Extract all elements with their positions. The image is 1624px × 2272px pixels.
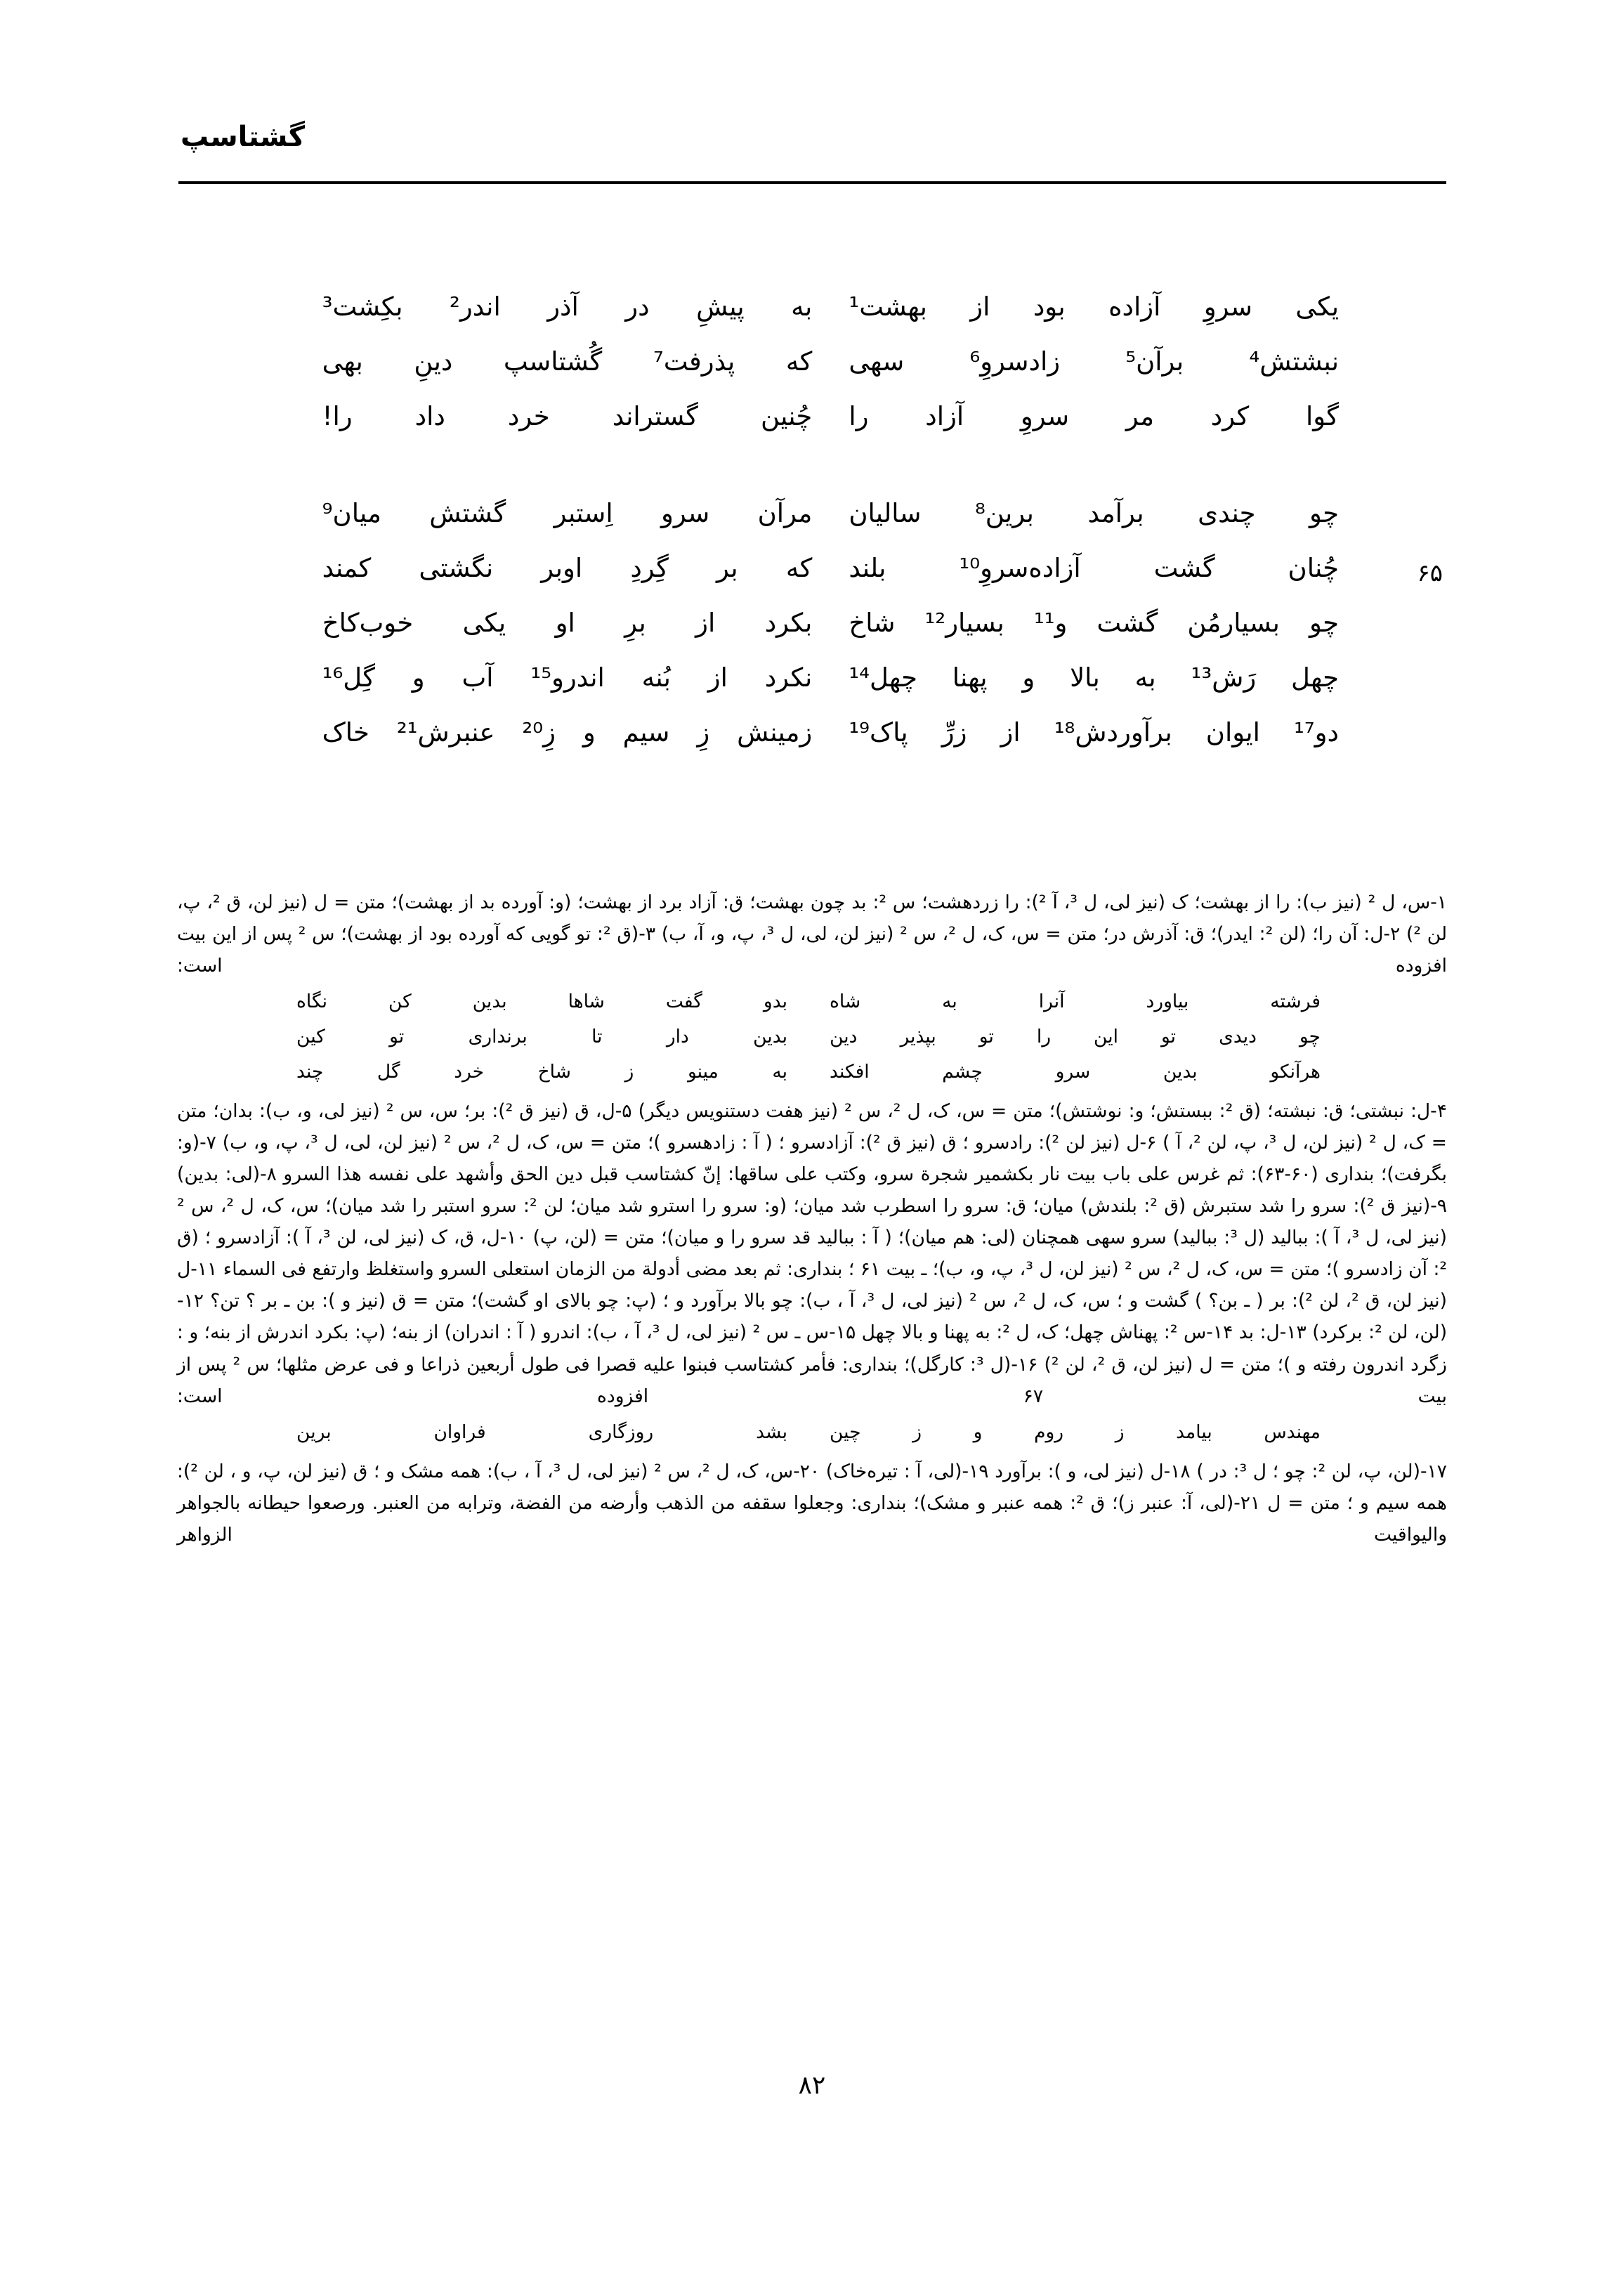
verse-word: تو xyxy=(389,1026,405,1048)
verse-group xyxy=(282,294,1357,458)
hemistich-right xyxy=(830,662,1357,693)
verse-word: خوب‌کاخ xyxy=(322,608,414,638)
verse-word: مینو xyxy=(687,1061,719,1083)
verse-word: یکی xyxy=(1295,292,1339,322)
verse-word: ز xyxy=(1115,1421,1125,1443)
verse-word: فرشته xyxy=(1270,991,1321,1013)
verse-word: شاه xyxy=(830,991,861,1013)
verse-word: تو xyxy=(1160,1026,1177,1048)
verse-word: روم xyxy=(1034,1421,1064,1443)
verse-word: شاخ xyxy=(537,1061,571,1083)
apparatus-note: ۱۷-(لن، پ، لن ²: چو ؛ ل ³: در ) ۱۸-ل (نیز لی، و ): برآورد ۱۹-(لی، آ : تیره‌خاک) ۲۰-س، ک، ل ²، س ² (نیز لی، ل ³، آ ، ب): همه مشک و ؛ ق (نیز لن، پ، و ، لن ²): همه سیم و ؛ متن = ل ۲۱-(لی، آ: عنبر ز)؛ ق ²: همه عنبر و مشک)؛ بنداری: وجعلوا سقفه من الذهب وأرضه من الفضة، وترابه من العنبر. ورصعوا حیطانه بالجواهر والیواقیت الزواهر xyxy=(177,1460,1447,1546)
hemistich-left xyxy=(304,662,831,693)
critical-apparatus xyxy=(177,887,1447,1550)
quoted-hemistich-left xyxy=(275,1021,808,1052)
verse-word: به xyxy=(772,1061,787,1083)
verse-word: برنداری xyxy=(468,1026,528,1048)
verse-word: پذرفت⁷ xyxy=(653,346,735,377)
verse-word: ز xyxy=(912,1421,922,1443)
verse-word: بُنه xyxy=(641,662,671,693)
verse-word: برآمد xyxy=(1087,498,1144,528)
verse-word: سروِ xyxy=(1020,401,1070,431)
verse-word: و xyxy=(582,717,596,747)
verse-word: بلند xyxy=(849,553,886,583)
quoted-verse-line xyxy=(177,1021,1447,1056)
verse-word: بود xyxy=(1033,292,1066,322)
verse-word: آذر xyxy=(547,292,579,322)
verse-word: آزاده‌سروِ¹⁰ xyxy=(959,553,1081,583)
verse-word: بدین xyxy=(753,1026,787,1048)
verse-word: پهنا xyxy=(952,662,988,693)
verse-word: نبشتش⁴ xyxy=(1249,346,1339,377)
verse-word: بدین xyxy=(472,991,507,1013)
verse-word: گل xyxy=(376,1061,400,1083)
running-head-title: گشتاسپ xyxy=(181,121,305,153)
verse-word: زمینش xyxy=(737,717,813,747)
verse-word: بپذیر xyxy=(900,1026,936,1048)
verse-word: چند xyxy=(296,1061,324,1083)
hemistich-right xyxy=(830,719,1357,745)
verse-word: به xyxy=(1134,662,1156,693)
verse-word: دیدی xyxy=(1219,1026,1257,1048)
verse-word: مهندس xyxy=(1264,1421,1321,1443)
verse-line xyxy=(282,719,1357,774)
verse-word: دو¹⁷ xyxy=(1293,717,1339,747)
verse-word: شاها xyxy=(568,991,605,1013)
hemistich-left xyxy=(304,294,831,320)
verse-word: عنبرش²¹ xyxy=(396,717,495,747)
verse-word: آنرا xyxy=(1038,991,1065,1013)
verse-line xyxy=(282,500,1357,555)
verse-word: بیاورد xyxy=(1146,991,1189,1013)
verse-word: برین xyxy=(296,1421,332,1443)
quoted-hemistich-right xyxy=(808,1056,1342,1088)
hemistich-left xyxy=(304,610,831,636)
verse-word: آزاده xyxy=(1108,292,1161,322)
verse-word: گشت xyxy=(1096,608,1158,638)
verse-line xyxy=(282,294,1357,348)
verse-word: چو xyxy=(1309,608,1339,638)
verse-word: چین xyxy=(830,1421,861,1443)
verse-word: برین⁸ xyxy=(974,498,1034,528)
apparatus-quoted-verse xyxy=(177,1416,1447,1451)
verse-word: سهی xyxy=(849,346,905,377)
quoted-hemistich-right xyxy=(808,1416,1342,1448)
verse-word: بشد xyxy=(756,1421,787,1443)
verse-word: چندی xyxy=(1198,498,1256,528)
hemistich-left xyxy=(304,346,831,377)
verse-word: سالیان xyxy=(849,498,922,528)
verse-line xyxy=(282,348,1357,403)
verse-word: چُنین xyxy=(760,401,813,431)
verse-word: دار xyxy=(666,1026,689,1048)
apparatus-quoted-verse xyxy=(177,986,1447,1091)
hemistich-left xyxy=(304,555,831,581)
verse-word: به xyxy=(791,292,813,322)
apparatus-note: ۴-ل: نبشتی؛ ق: نبشته؛ (ق ²: ببستش؛ و: نوشتش)؛ متن = س، ک، ل ²، س ² (نیز هفت دستنویس دیگر) ۵-ل، ق (نیز ق ²): بر؛ س، س ² (نیز لی، و، ب): بدان؛ متن = ک، ل ² (نیز لن، ل ³، پ، لن ²، آ ) ۶-ل (نیز لن ²): رادسرو ؛ ق (نیز ق ²): آزادسرو ؛ ( آ : زادهسرو )؛ متن = س، ک، ل ²، س ² (نیز لن، لی، ل ³، پ، و، ب) ۷-(و: بگرفت)؛ بنداری (۶۰-۶۳): ثم غرس علی باب بیت نار بکشمیر شجرة سرو، وكتب علی ساقها: إنّ كشتاسب قبل دین الحق وأشهد علی نفسه هذا السرو ۸-(لی: بدین) ۹-(نیز ق ²): سرو را شد ستبرش (ق ²: بلندش) میان؛ ق: سرو را اسطرب شد میان؛ (و: سرو را استرو شد میان؛ لن ²: سرو استبر را شد میان)؛ س، ک، ل ²، س ² (نیز لی، ل ³، آ ): ببالید (ل ³: ببالید) سرو سهی همچنان (لی: هم میان)؛ ( آ : ببالید قد سرو را و میان)؛ متن = (لن، پ) ۱۰-ل، ق، ک (نیز لی، لن ³، آ ): آزادسرو ؛ (ق ²: آن زادسرو )؛ متن = س، ک، ل ²، س ² (نیز لن، ل ³، پ، و، ب)؛ ـ بیت ۶۱ ؛ بنداری: ثم بعد مضی أدولة من الزمان استعلی السرو واستغلظ وارتفع فی السماء ۱۱-ل (نیز لن، ق ²، لن ²): بر ( ـ بن؟ ) گشت و ؛ س، ک، ل ²، س ² (نیز لی، ل ³، آ ، ب): چو بالا برآورد و ؛ (پ: چو بالای او گشت)؛ متن = ق (نیز و ): بن ـ بر ؟ تن؟ ۱۲-(لن، لن ²: برکرد) ۱۳-ل: بد ۱۴-س ²: پهناش چهل؛ ک، ل ²: به پهنا و بالا چهل ۱۵-س ـ س ² (نیز لی، ل ³، آ ، ب): اندرو ( آ : اندران) از بنه؛ (پ: بکرد اندرش از بنه؛ و : زگرد اندرون رفته و )؛ متن = ل (نیز لن، ق ²، لن ²) ۱۶-(ل ³: كارگل)؛ بنداری: فأمر كشتاسب فبنوا علیه قصرا فی طول أربعین ذراعا و فی عرض مثلها؛ س ² پس از بیت ۶۷ افزوده است: xyxy=(177,1100,1448,1407)
quoted-hemistich-left xyxy=(275,1056,808,1088)
verse-word: بیامد xyxy=(1176,1421,1212,1443)
verse-word: بسیار¹² xyxy=(924,608,1004,638)
verse-word: گِردِ xyxy=(630,553,669,583)
verse-body xyxy=(282,292,1443,774)
verse-word: اوبر xyxy=(541,553,583,583)
verse-word: اِستبر xyxy=(554,498,613,528)
quoted-hemistich-left xyxy=(275,1416,808,1448)
verse-word: برِ xyxy=(624,608,646,638)
verse-word: بسیارمُن xyxy=(1187,608,1280,638)
verse-word: خاک xyxy=(322,717,369,747)
verse-word: گُشتاسپ xyxy=(503,346,603,377)
verse-word: بدین xyxy=(1163,1061,1198,1083)
verse-word: در xyxy=(625,292,650,322)
hemistich-right xyxy=(830,294,1357,320)
verse-word: زرِّ xyxy=(941,717,967,747)
verse-word: را! xyxy=(322,401,353,431)
verse-word: گِل¹⁶ xyxy=(322,662,375,693)
verse-word: داد xyxy=(414,401,445,431)
verse-word: او xyxy=(555,608,575,638)
verse-word: به xyxy=(942,991,957,1013)
verse-word: کن xyxy=(388,991,412,1013)
verse-line-number: ۶۵ xyxy=(1417,559,1443,587)
verse-word: پاک¹⁹ xyxy=(849,717,908,747)
verse-word: بکِشت³ xyxy=(322,292,403,322)
verse-word: مر xyxy=(1125,401,1155,431)
verse-word: زِ²⁰ xyxy=(522,717,556,747)
verse-word: شاخ xyxy=(849,608,896,638)
quoted-verse-line xyxy=(177,1056,1447,1091)
verse-word: ایوان xyxy=(1205,717,1260,747)
verse-word: نکرد xyxy=(764,662,813,693)
verse-word: افکند xyxy=(830,1061,870,1083)
verse-word: رَش¹³ xyxy=(1191,662,1257,693)
verse-word: ز xyxy=(624,1061,634,1083)
verse-word: گشتش xyxy=(429,498,506,528)
verse-word: چو xyxy=(1309,498,1339,528)
verse-word: چهل xyxy=(1291,662,1339,693)
verse-word: آزاد xyxy=(925,401,964,431)
hemistich-right xyxy=(830,346,1357,377)
hemistich-right xyxy=(830,403,1357,429)
verse-word: برآوردش¹⁸ xyxy=(1054,717,1172,747)
verse-word: را xyxy=(1036,1026,1052,1048)
verse-line xyxy=(282,553,1443,610)
verse-word: دین xyxy=(830,1026,858,1048)
verse-word: که xyxy=(785,553,813,583)
hemistich-right xyxy=(830,555,1357,581)
verse-word: این xyxy=(1094,1026,1118,1048)
page-number: ۸۲ xyxy=(798,2071,826,2100)
verse-word: چو xyxy=(1299,1026,1321,1048)
verse-word: سرو xyxy=(660,498,710,528)
verse-word: از xyxy=(707,662,728,693)
verse-word: زادسروِ⁶ xyxy=(969,346,1061,377)
verse-word: گوا xyxy=(1305,401,1339,431)
hemistich-left xyxy=(304,719,831,745)
verse-word: روزگاری xyxy=(588,1421,654,1443)
verse-word: بهی xyxy=(322,346,363,377)
verse-word: آب xyxy=(461,662,494,693)
verse-word: تا xyxy=(591,1026,603,1048)
verse-word: پیشِ xyxy=(696,292,745,322)
verse-word: را xyxy=(849,401,869,431)
verse-word: و¹¹ xyxy=(1033,608,1068,638)
verse-word: خرد xyxy=(454,1061,484,1083)
quoted-verse-line xyxy=(177,1416,1447,1451)
quoted-hemistich-right xyxy=(808,986,1342,1017)
verse-word: سروِ xyxy=(1203,292,1253,322)
verse-word: بدو xyxy=(763,991,787,1013)
header-rule xyxy=(178,181,1446,184)
verse-word: کمند xyxy=(322,553,372,583)
verse-word: خرد xyxy=(507,401,550,431)
verse-word: گفت xyxy=(665,991,702,1013)
quoted-hemistich-right xyxy=(808,1021,1342,1052)
verse-word: فراوان xyxy=(433,1421,486,1443)
verse-word: زِ xyxy=(697,717,710,747)
verse-word: برآن⁵ xyxy=(1125,346,1184,377)
verse-word: و xyxy=(973,1421,983,1443)
verse-word: گشت xyxy=(1153,553,1215,583)
verse-word: کین xyxy=(296,1026,325,1048)
quoted-verse-line xyxy=(177,986,1447,1021)
verse-word: هرآنکو xyxy=(1270,1061,1321,1083)
running-head xyxy=(181,123,1445,151)
verse-word: بهشت¹ xyxy=(849,292,927,322)
verse-line xyxy=(282,662,1357,719)
verse-word: یکی xyxy=(462,608,506,638)
verse-word: که xyxy=(785,346,813,377)
verse-word: و xyxy=(1022,662,1035,693)
hemistich-left xyxy=(304,500,831,526)
verse-word: نگشتی xyxy=(419,553,494,583)
verse-line xyxy=(282,610,1357,665)
verse-word: اندر² xyxy=(450,292,501,322)
verse-word: نگاه xyxy=(296,991,327,1013)
quoted-hemistich-left xyxy=(275,986,808,1017)
verse-word: چُنان xyxy=(1288,553,1339,583)
verse-group xyxy=(282,498,1443,774)
verse-word: میان⁹ xyxy=(322,498,381,528)
apparatus-note: ۱-س، ل ² (نیز ب): را از بهشت؛ ک (نیز لی، ل ³، آ ²): را زردهشت؛ س ²: بد چون بهشت؛ ق: آزاد برد از بهشت؛ (و: آورده بد از بهشت)؛ متن = ل (نیز لن، ق ²، پ، لن ²) ۲-ل: آن را؛ (لن ²: ایدر)؛ ق: آذرش در؛ متن = س، ک، ل ²، س ² (نیز لن، لی، ل ³، پ، و، آ، ب) ۳-(ق ²: تو گویی که آورده بود از بهشت)؛ س ² پس از این بیت افزوده است: xyxy=(177,892,1448,977)
hemistich-right xyxy=(830,500,1357,526)
verse-word: دینِ xyxy=(414,346,453,377)
verse-word: گستراند xyxy=(612,401,698,431)
verse-word: از xyxy=(1000,717,1021,747)
verse-line xyxy=(282,403,1357,458)
verse-word: کرد xyxy=(1210,401,1250,431)
verse-word: و xyxy=(412,662,425,693)
verse-word: از xyxy=(695,608,716,638)
verse-word: سیم xyxy=(622,717,670,747)
hemistich-right xyxy=(830,610,1357,636)
verse-word: چشم xyxy=(942,1061,983,1083)
verse-word: چهل¹⁴ xyxy=(849,662,917,693)
verse-word: بالا xyxy=(1070,662,1100,693)
verse-word: مرآن xyxy=(757,498,813,528)
verse-word: اندرو¹⁵ xyxy=(530,662,605,693)
verse-word: تو xyxy=(978,1026,994,1048)
verse-word: بکرد xyxy=(764,608,813,638)
hemistich-left xyxy=(304,403,831,429)
verse-word: بر xyxy=(716,553,738,583)
verse-word: از xyxy=(970,292,990,322)
verse-word: سرو xyxy=(1055,1061,1091,1083)
